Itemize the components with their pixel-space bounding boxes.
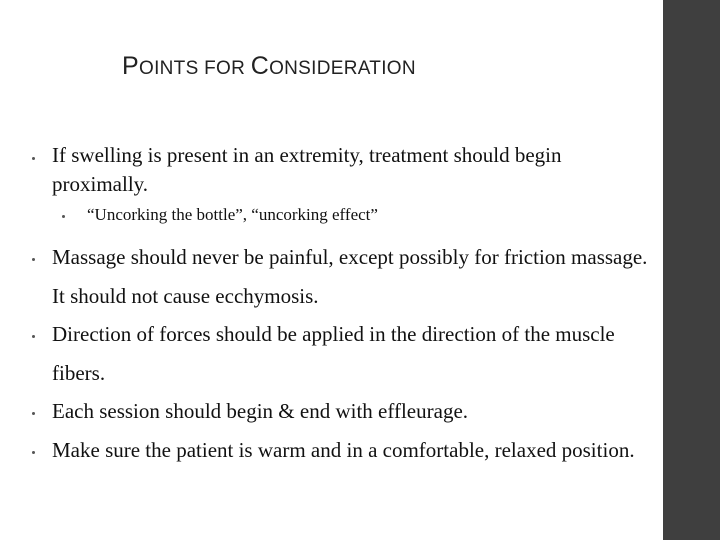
- bullet-item-direction-forces: Direction of forces should be applied in the direction of the muscle fibers.: [52, 322, 615, 385]
- bullet-item-swelling: If swelling is present in an extremity, treatment should begin proximally.: [52, 143, 562, 196]
- bullet-item-patient-warm: Make sure the patient is warm and in a comfortable, relaxed position.: [52, 438, 635, 462]
- bullet-dot-2: [32, 258, 35, 261]
- sub-bullet-dot-1: [62, 215, 65, 218]
- slide-title: [122, 52, 416, 81]
- title-part-points-for: OINTS FOR: [138, 58, 251, 79]
- bullet-dot-4: [32, 412, 35, 415]
- title-part-onsideration: ONSIDERATION: [269, 58, 416, 79]
- bullet-dot-5: [32, 451, 35, 454]
- bullet-dot-3: [32, 335, 35, 338]
- bullet-item-session-effleurage: Each session should begin & end with effleurage.: [52, 399, 469, 423]
- bullet-dot-1: [32, 157, 35, 160]
- title-initial-c: C: [250, 52, 270, 80]
- title-initial-p: P: [122, 52, 139, 80]
- bullet-item-massage-painful: Massage should never be painful, except possibly for friction massage. It should not cause ecchymosis.: [52, 245, 648, 308]
- sub-bullet-uncorking: “Uncorking the bottle”, “uncorking effect”: [87, 205, 378, 224]
- decorative-sidebar: [663, 0, 720, 540]
